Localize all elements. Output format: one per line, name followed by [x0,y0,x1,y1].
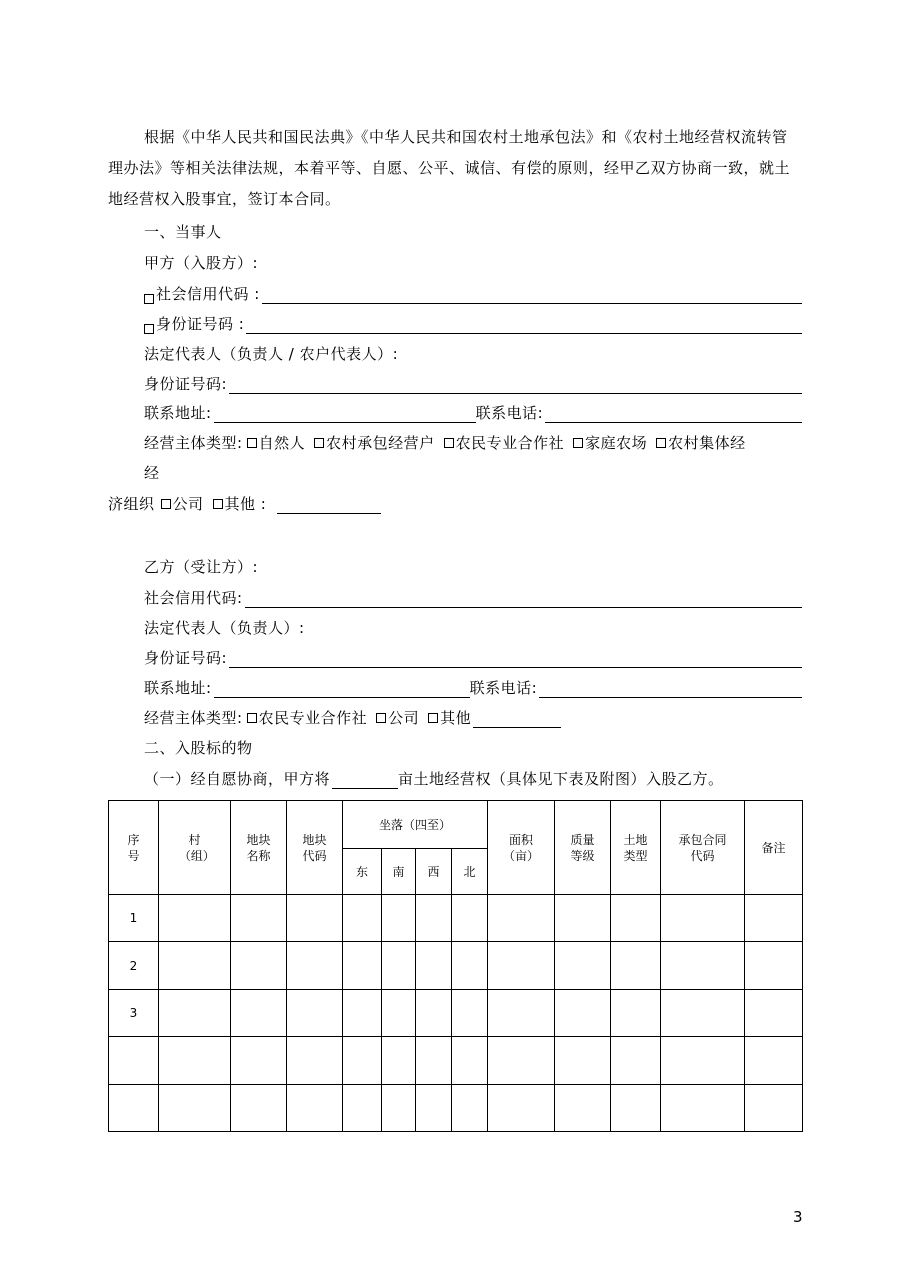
table-cell[interactable] [488,990,555,1037]
header-contract-code: 承包合同代码 [661,801,745,895]
table-cell[interactable] [159,1037,231,1085]
party-a-title: 甲方（入股方）: [144,254,259,272]
table-cell[interactable] [159,895,231,942]
checkbox[interactable] [144,324,154,334]
address-label: 联系地址: [144,679,212,697]
table-row [109,1085,803,1132]
header-village: 村（组） [159,801,231,895]
acreage-field[interactable] [332,770,398,789]
table-cell[interactable] [343,942,382,990]
checkbox[interactable] [573,438,583,448]
table-cell[interactable] [611,1085,661,1132]
option-other[interactable]: 其他 [428,707,471,728]
option-household[interactable]: 农村承包经营户 [314,432,435,453]
option-family-farm[interactable]: 家庭农场 [573,432,647,453]
table-cell[interactable] [745,1037,803,1085]
table-cell[interactable] [661,1085,745,1132]
row-seq: 1 [109,895,159,942]
checkbox[interactable] [376,713,386,723]
party-a-entity-row-2: 济组织 公司 其他 : [108,490,802,514]
table-cell[interactable] [343,1085,382,1132]
table-cell[interactable] [382,942,416,990]
table-cell[interactable] [611,895,661,942]
table-row [109,990,803,1037]
header-north: 北 [452,849,488,895]
table-cell[interactable] [382,990,416,1037]
table-cell[interactable] [611,1037,661,1085]
land-plot-table [108,800,803,1132]
phone-label: 联系电话: [469,679,538,697]
table-cell[interactable] [343,895,382,942]
checkbox[interactable] [144,294,154,304]
credit-code-label: 社会信用代码 : [156,285,260,303]
other-field[interactable] [473,709,561,728]
header-east: 东 [343,849,382,895]
row-seq: 3 [109,990,159,1037]
option-other[interactable]: 其他 : [213,493,267,514]
table-cell[interactable] [287,1037,343,1085]
rep-id-label: 身份证号码: [144,375,228,393]
rep-label: 法定代表人（负责人）: [144,619,305,637]
table-cell[interactable] [555,895,611,942]
table-cell[interactable] [452,990,488,1037]
address-label: 联系地址: [144,404,212,422]
table-cell[interactable] [287,990,343,1037]
table-cell[interactable] [231,1037,287,1085]
header-land-type: 土地类型 [611,801,661,895]
row-seq [109,1037,159,1085]
option-company[interactable]: 公司 [161,493,204,514]
checkbox[interactable] [247,713,257,723]
id-field[interactable] [246,315,802,334]
credit-code-field[interactable] [245,589,802,608]
address-field[interactable] [214,404,476,423]
table-cell[interactable] [452,1085,488,1132]
rep-id-field[interactable] [229,375,802,394]
intro-text: 根据《中华人民共和国民法典》《中华人民共和国农村土地承包法》和《农村土地经营权流转管理办法》等相关法律法规，本着平等、自愿、公平、诚信、有偿的原则，经甲乙双方协商一致，就土地经营权入股事宜，签订本合同。 [108,128,791,208]
party-b-rep-id-row [144,644,802,668]
entity-type-label: 经营主体类型: [144,709,243,727]
table-cell[interactable] [382,1037,416,1085]
table-cell[interactable] [745,895,803,942]
table-cell[interactable] [416,990,452,1037]
option-collective[interactable]: 农村集体经 [656,432,746,453]
phone-label: 联系电话: [475,404,544,422]
table-row [109,895,803,942]
header-plot-name: 地块名称 [231,801,287,895]
table-cell[interactable] [661,990,745,1037]
other-field[interactable] [277,495,381,514]
checkbox[interactable] [428,713,438,723]
table-cell[interactable] [555,942,611,990]
table-cell[interactable] [231,1085,287,1132]
table-cell[interactable] [159,1085,231,1132]
party-b-title: 乙方（受让方）: [144,558,259,576]
party-a-id-row [144,310,802,334]
table-cell[interactable] [661,895,745,942]
header-seq: 序号 [109,801,159,895]
section-1-heading: 一、当事人 [144,223,222,241]
phone-field[interactable] [545,404,802,423]
table-cell[interactable] [555,1037,611,1085]
table-cell[interactable] [287,895,343,942]
option-company[interactable]: 公司 [376,707,419,728]
party-a-rep-id-row [144,370,802,394]
checkbox[interactable] [247,438,257,448]
table-cell[interactable] [745,942,803,990]
rep-id-label: 身份证号码: [144,649,228,667]
clause-1-row: （一）经自愿协商，甲方将 亩土地经营权（具体见下表及附图）入股乙方。 [144,770,724,788]
row-seq [109,1085,159,1132]
party-a-credit-code-row [144,280,802,304]
section-2-heading: 二、入股标的物 [144,739,253,757]
table-cell[interactable] [382,895,416,942]
table-cell[interactable] [488,1037,555,1085]
table-cell[interactable] [159,990,231,1037]
table-cell[interactable] [159,942,231,990]
option-cooperative[interactable]: 农民专业合作社 [444,432,565,453]
checkbox[interactable] [444,438,454,448]
option-cooperative[interactable]: 农民专业合作社 [247,707,368,728]
table-cell[interactable] [452,895,488,942]
option-natural-person[interactable]: 自然人 [247,432,306,453]
table-cell[interactable] [452,942,488,990]
table-row [109,942,803,990]
table-cell[interactable] [555,990,611,1037]
row-seq: 2 [109,942,159,990]
table-row [109,1037,803,1085]
table-cell[interactable] [611,942,661,990]
phone-field[interactable] [539,679,802,698]
party-a-contact-row [144,399,802,423]
rep-label: 法定代表人（负责人 / 农户代表人）: [144,345,399,363]
table-cell[interactable] [416,895,452,942]
header-west: 西 [416,849,452,895]
checkbox[interactable] [656,438,666,448]
party-b-rep-row [144,614,802,638]
table-cell[interactable] [416,942,452,990]
table-cell[interactable] [488,895,555,942]
table-cell[interactable] [745,990,803,1037]
table-cell[interactable] [555,1085,611,1132]
table-cell[interactable] [661,942,745,990]
credit-code-label: 社会信用代码: [144,589,243,607]
header-south: 南 [382,849,416,895]
table-header-row [109,801,803,849]
table-cell[interactable] [287,1085,343,1132]
table-cell[interactable] [416,1037,452,1085]
table-cell[interactable] [488,942,555,990]
address-field[interactable] [214,679,470,698]
header-area: 面积（亩） [488,801,555,895]
header-plot-code: 地块代码 [287,801,343,895]
table-cell[interactable] [231,990,287,1037]
party-b-entity-type-row [144,704,802,728]
table-cell[interactable] [452,1037,488,1085]
table-cell[interactable] [611,990,661,1037]
checkbox[interactable] [213,499,223,509]
table-cell[interactable] [382,1085,416,1132]
table-cell[interactable] [343,990,382,1037]
table-cell[interactable] [661,1037,745,1085]
intro-paragraph [108,122,802,215]
table-cell[interactable] [343,1037,382,1085]
table-cell[interactable] [287,942,343,990]
party-b-contact-row [144,674,802,698]
party-a-entity-wrap: 经 [144,464,160,482]
table-cell[interactable] [745,1085,803,1132]
header-location: 坐落（四至） [343,801,488,849]
entity-type-label: 经营主体类型: [144,434,243,452]
table-cell[interactable] [231,942,287,990]
table-cell[interactable] [416,1085,452,1132]
party-a-entity-type-row [144,429,802,453]
header-remarks: 备注 [745,801,803,895]
page-number: 3 [793,1208,803,1226]
header-quality: 质量等级 [555,801,611,895]
table-cell[interactable] [488,1085,555,1132]
checkbox[interactable] [314,438,324,448]
table-cell[interactable] [231,895,287,942]
credit-code-field[interactable] [262,285,802,304]
party-a-rep-row [144,340,802,364]
checkbox[interactable] [161,499,171,509]
id-label: 身份证号码 : [156,315,245,333]
party-b-credit-code-row [144,584,802,608]
rep-id-field[interactable] [229,649,802,668]
